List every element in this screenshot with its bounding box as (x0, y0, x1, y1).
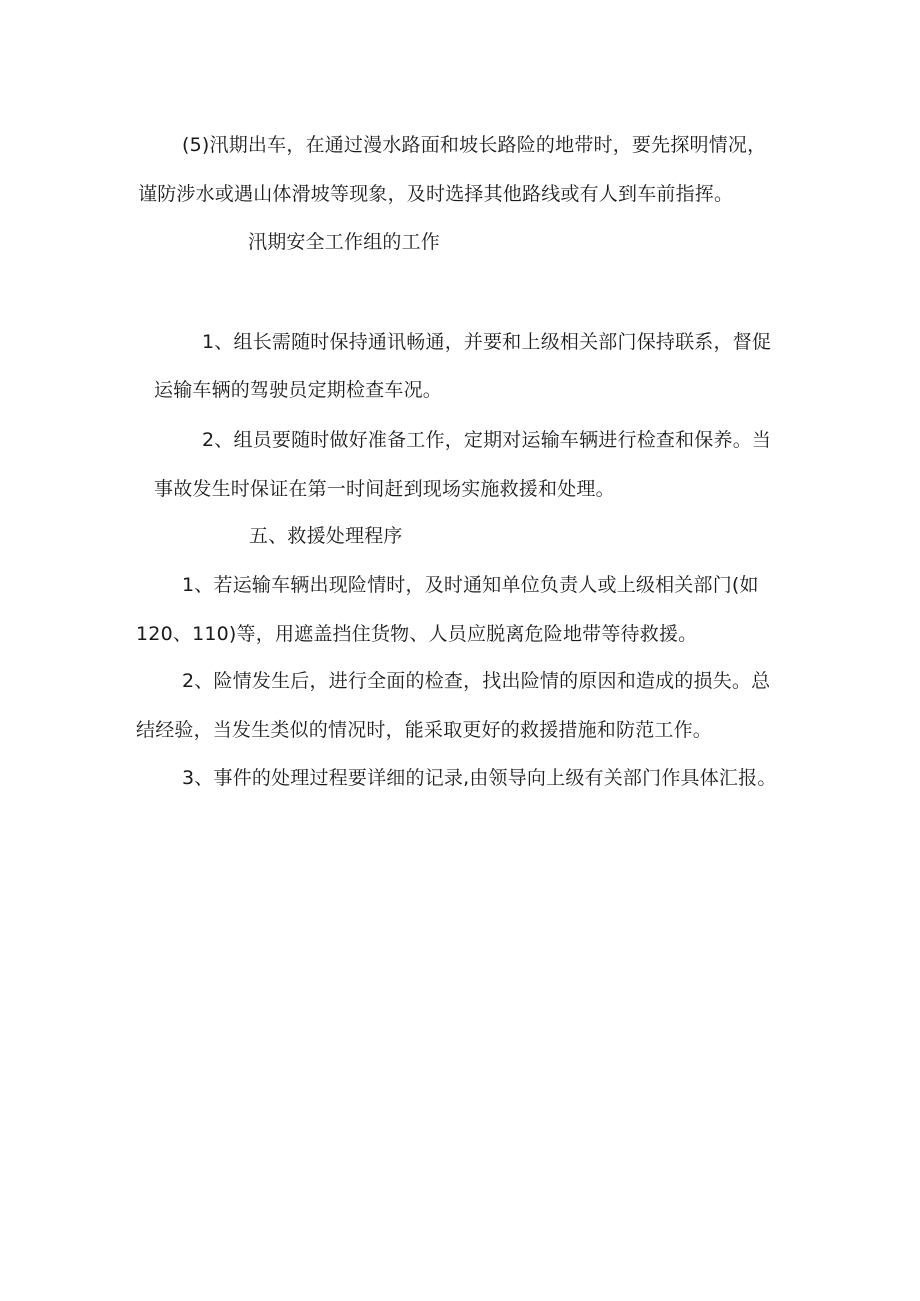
group-item-2-line-1: 2、组员要随时做好准备工作，定期对运输车辆进行检查和保养。当 (202, 429, 772, 451)
group-item-2-line-2: 事故发生时保证在第一时间赶到现场实施救援和处理。 (154, 478, 615, 500)
group-item-1-line-1: 1、组长需随时保持通讯畅通，并要和上级相关部门保持联系，督促 (202, 331, 772, 353)
rescue-item-1-line-1: 1、若运输车辆出现险情时，及时通知单位负责人或上级相关部门(如 (182, 574, 759, 596)
paragraph-5-line-2: 谨防涉水或遇山体滑坡等现象，及时选择其他路线或有人到车前指挥。 (138, 183, 734, 205)
rescue-item-1-line-2: 120、110)等，用遮盖挡住货物、人员应脱离危险地带等待救援。 (136, 623, 698, 645)
group-item-1-line-2: 运输车辆的驾驶员定期检查车况。 (154, 379, 443, 401)
section-heading-rescue: 五、救援处理程序 (249, 525, 403, 547)
rescue-item-2-line-1: 2、险情发生后，进行全面的检查，找出险情的原因和造成的损失。总 (182, 670, 771, 692)
rescue-item-2-line-2: 结经验，当发生类似的情况时，能采取更好的救援措施和防范工作。 (136, 719, 713, 741)
section-heading-safety-group: 汛期安全工作组的工作 (248, 231, 441, 253)
paragraph-5-line-1: (5)汛期出车，在通过漫水路面和坡长路险的地带时，要先探明情况， (182, 134, 767, 156)
rescue-item-3-line-1: 3、事件的处理过程要详细的记录,由领导向上级有关部门作具体汇报。 (182, 767, 777, 789)
